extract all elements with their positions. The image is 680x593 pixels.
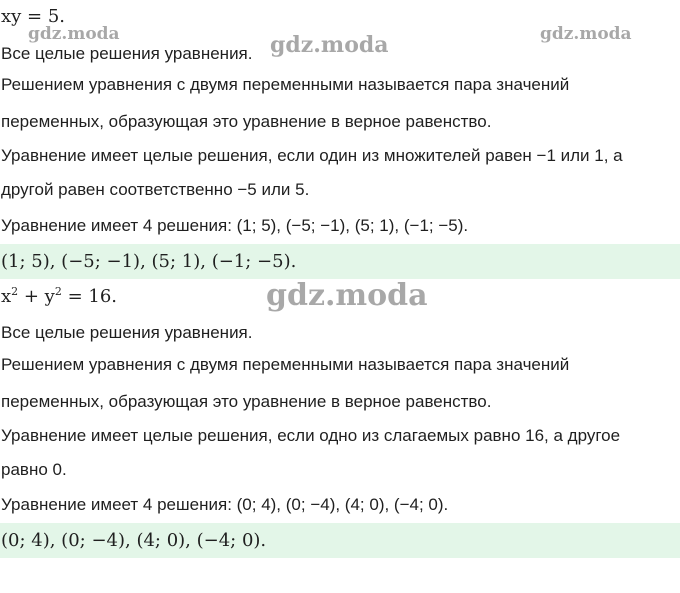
definition-1-line-1: Решением уравнения с двумя переменными называется пара значений [1, 75, 570, 94]
watermark-3: gdz.moda [540, 24, 632, 44]
equation-2-exp2: 2 [54, 285, 62, 298]
condition-2-line-1: Уравнение имеет целые решения, если одно из слагаемых равно 16, а другое [1, 426, 621, 445]
watermark-1: gdz.moda [28, 24, 120, 44]
intro-1: Все целые решения уравнения. [1, 44, 253, 63]
equation-2-end: = 16. [61, 286, 118, 307]
condition-2-line-2: равно 0. [1, 460, 67, 479]
equation-2-base: x [1, 286, 12, 307]
equation-2-mid: + y [18, 286, 55, 307]
solutions-count-2: Уравнение имеет 4 решения: (0; 4), (0; −4), (4; 0), (−4; 0). [1, 495, 449, 514]
definition-2-line-1: Решением уравнения с двумя переменными называется пара значений [1, 355, 570, 374]
solutions-count-1: Уравнение имеет 4 решения: (1; 5), (−5; −1), (5; 1), (−1; −5). [1, 216, 469, 235]
watermark-2: gdz.moda [270, 32, 389, 58]
equation-2 [1, 287, 117, 307]
definition-2-line-2: переменных, образующая это уравнение в верное равенство. [1, 392, 492, 411]
watermark-4: gdz.moda [266, 278, 428, 313]
equation-2-exp: 2 [11, 285, 19, 298]
answer-2: (0; 4), (0; −4), (4; 0), (−4; 0). [1, 530, 267, 551]
answer-1: (1; 5), (−5; −1), (5; 1), (−1; −5). [1, 251, 297, 272]
definition-1-line-2: переменных, образующая это уравнение в верное равенство. [1, 112, 492, 131]
equation-1: xy = 5. [1, 6, 66, 27]
condition-1-line-2: другой равен соответственно −5 или 5. [1, 180, 310, 199]
condition-1-line-1: Уравнение имеет целые решения, если один из множителей равен −1 или 1, а [1, 146, 623, 165]
intro-2: Все целые решения уравнения. [1, 323, 253, 342]
